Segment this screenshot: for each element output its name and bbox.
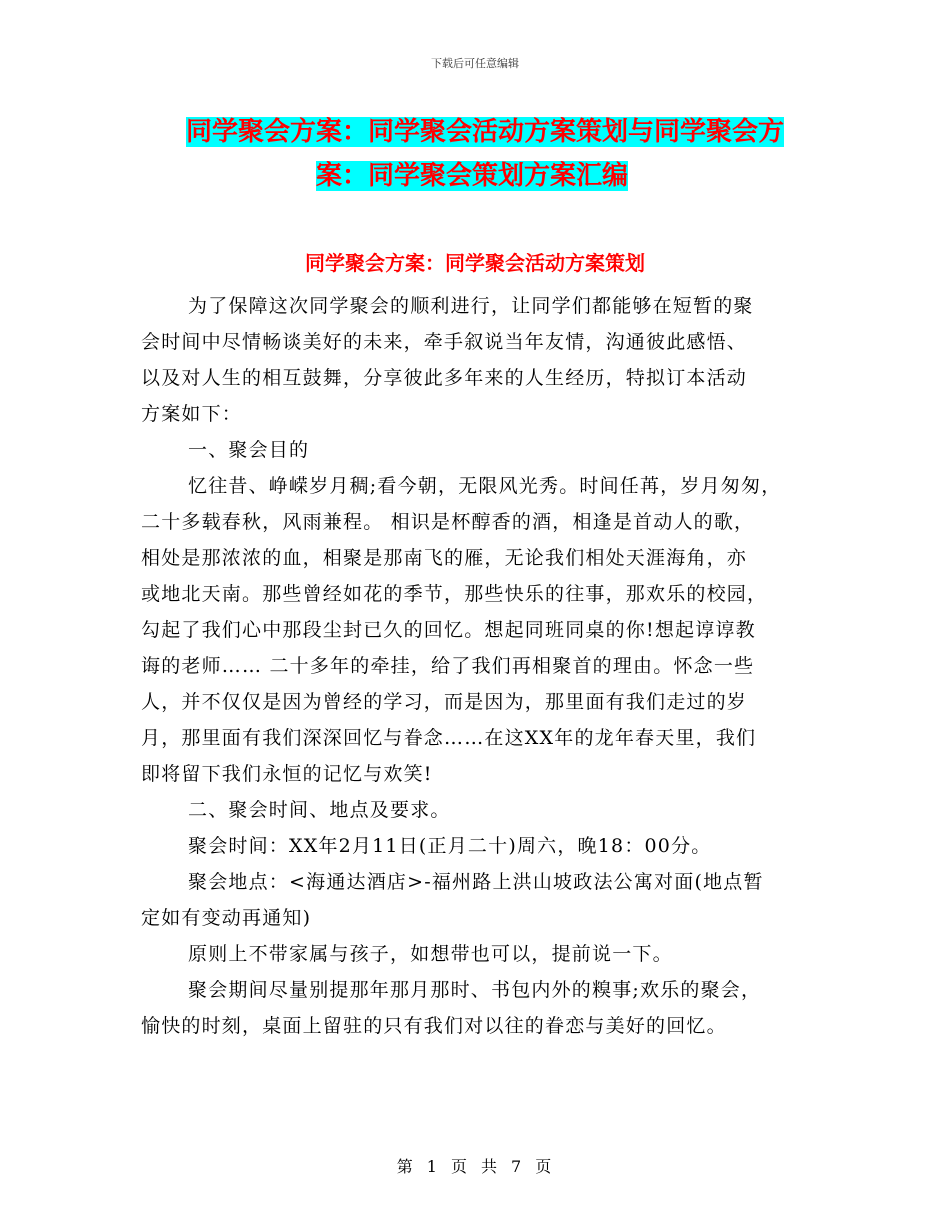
paragraph-line: 会时间中尽情畅谈美好的未来，牵手叙说当年友情，沟通彼此感悟、 (141, 331, 748, 353)
paragraph-line: 即将留下我们永恒的记忆与欢笑! (141, 763, 433, 785)
paragraph (141, 936, 811, 972)
paragraph (141, 432, 811, 468)
paragraph-line: 二十多载春秋，风雨兼程。 相识是杯醇香的酒，相逢是首动人的歌， (141, 511, 755, 533)
header-note: 下载后可任意编辑 (431, 57, 519, 70)
paragraph-line: 为了保障这次同学聚会的顺利进行，让同学们都能够在短暂的聚 (188, 295, 754, 317)
footer-total-pages: 7 (511, 1157, 524, 1176)
footer-total-word: 共 (481, 1157, 500, 1176)
paragraph-line: 原则上不带家属与孩子，如想带也可以，提前说一下。 (188, 943, 673, 965)
page-footer (0, 1154, 950, 1177)
paragraph-line: 月，那里面有我们深深回忆与眷念……在这XX年的龙年春天里，我们 (141, 727, 757, 749)
paragraph-line: 愉快的时刻，桌面上留驻的只有我们对以往的眷恋与美好的回忆。 (141, 1015, 727, 1037)
paragraph-line: 聚会时间：XX年2月11日(正月二十)周六，晚18：00分。 (188, 835, 712, 857)
paragraph-line: 聚会地点：<海通达酒店>-福州路上洪山坡政法公寓对面(地点暂 (188, 871, 764, 893)
body-text (141, 288, 811, 1044)
title-line-1: 同学聚会方案：同学聚会活动方案策划与同学聚会方 (185, 117, 784, 147)
paragraph-line: 诲的老师…… 二十多年的牵挂，给了我们再相聚首的理由。怀念一些 (141, 655, 755, 677)
footer-prefix: 第 (396, 1157, 415, 1176)
paragraph-line: 相处是那浓浓的血，相聚是那南飞的雁，无论我们相处天涯海角，亦 (141, 547, 748, 569)
paragraph-line: 一、聚会目的 (188, 439, 310, 461)
paragraph-line: 或地北天南。那些曾经如花的季节，那些快乐的往事，那欢乐的校园， (141, 583, 768, 605)
paragraph-line: 方案如下： (141, 403, 243, 425)
footer-suffix: 页 (535, 1157, 554, 1176)
paragraph (141, 972, 811, 1044)
paragraph (141, 828, 811, 864)
footer-page-number: 1 (426, 1157, 439, 1176)
paragraph (141, 288, 811, 432)
paragraph-line: 人，并不仅仅是因为曾经的学习，而是因为，那里面有我们走过的岁 (141, 691, 748, 713)
title-line-2: 案：同学聚会策划方案汇编 (316, 161, 629, 191)
paragraph-line: 定如有变动再通知) (141, 907, 312, 929)
document-title (140, 110, 830, 198)
paragraph-line: 勾起了我们心中那段尘封已久的回忆。想起同班同桌的你!想起谆谆教 (141, 619, 756, 641)
paragraph-line: 聚会期间尽量别提那年那月那时、书包内外的糗事;欢乐的聚会， (188, 979, 762, 1001)
paragraph-line: 以及对人生的相互鼓舞，分享彼此多年来的人生经历，特拟订本活动 (141, 367, 748, 389)
paragraph-line: 二、聚会时间、地点及要求。 (188, 799, 451, 821)
paragraph-line: 忆往昔、峥嵘岁月稠;看今朝，无限风光秀。时间任苒，岁月匆匆， (188, 475, 782, 497)
paragraph (141, 468, 811, 792)
paragraph (141, 864, 811, 936)
paragraph (141, 792, 811, 828)
section-title: 同学聚会方案：同学聚会活动方案策划 (305, 251, 645, 275)
footer-page-word: 页 (450, 1157, 469, 1176)
